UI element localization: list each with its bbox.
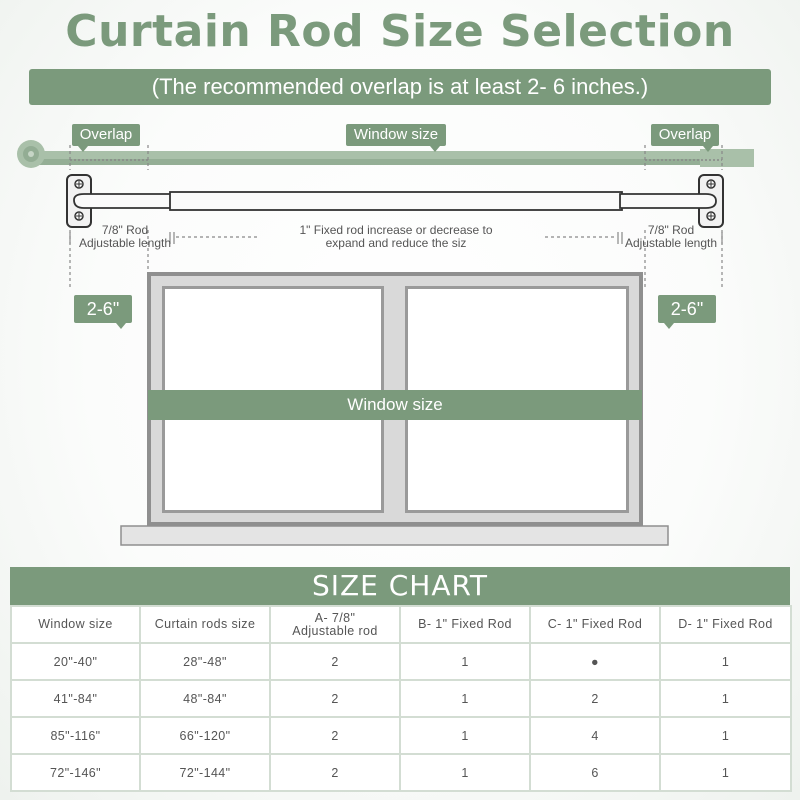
table-cell: 2	[270, 680, 400, 717]
table-cell: 1	[400, 754, 530, 791]
table-cell: 2	[270, 754, 400, 791]
table-row	[11, 680, 791, 717]
table-cell: 2	[270, 717, 400, 754]
table-cell: 4	[530, 717, 660, 754]
header-fixed-rod-c: C- 1" Fixed Rod	[530, 606, 660, 643]
table-row	[11, 754, 791, 791]
right-rod-label	[616, 224, 726, 250]
curtain-rod	[74, 192, 716, 210]
table-cell: 1	[400, 717, 530, 754]
right-rod-label-line2: Adjustable length	[624, 236, 718, 250]
right-overlap-range-tag: 2-6"	[658, 295, 716, 323]
fixed-rod-label	[260, 224, 532, 250]
overlap-left-tag: Overlap	[72, 124, 140, 146]
header-window-size: Window size	[11, 606, 140, 643]
header-fixed-rod-d: D- 1" Fixed Rod	[660, 606, 791, 643]
table-cell: 1	[660, 754, 791, 791]
table-cell: 2	[530, 680, 660, 717]
table-row	[11, 643, 791, 680]
overlap-right-tag: Overlap	[651, 124, 719, 146]
table-cell: 28"-48"	[140, 643, 270, 680]
header-curtain-rods-size: Curtain rods size	[140, 606, 270, 643]
table-cell: 1	[400, 680, 530, 717]
page-title: Curtain Rod Size Selection	[65, 6, 735, 57]
size-chart-table	[10, 605, 792, 792]
table-header-row	[11, 606, 791, 643]
left-rod-label-line2: Adjustable length	[78, 236, 172, 250]
table-cell: 72"-146"	[11, 754, 140, 791]
measurement-guides	[70, 145, 722, 290]
fixed-rod-label-line1: 1" Fixed rod increase or decrease to	[299, 223, 493, 237]
table-cell: 72"-144"	[140, 754, 270, 791]
table-cell: 1	[660, 717, 791, 754]
table-cell: 1	[660, 680, 791, 717]
window-size-band: Window size	[148, 390, 642, 420]
table-cell: 48"-84"	[140, 680, 270, 717]
table-cell: 6	[530, 754, 660, 791]
table-cell: ●	[530, 643, 660, 680]
left-rod-label-line1: 7/8" Rod	[101, 223, 149, 237]
header-fixed-rod-b: B- 1" Fixed Rod	[400, 606, 530, 643]
left-rod-label	[70, 224, 180, 250]
table-cell: 20"-40"	[11, 643, 140, 680]
fixed-rod-label-line2: expand and reduce the siz	[325, 236, 467, 250]
table-cell: 85"-116"	[11, 717, 140, 754]
right-rod-label-line1: 7/8" Rod	[647, 223, 695, 237]
table-cell: 1	[400, 643, 530, 680]
left-overlap-range-tag: 2-6"	[74, 295, 132, 323]
table-cell: 1	[660, 643, 791, 680]
table-cell: 2	[270, 643, 400, 680]
table-cell: 66"-120"	[140, 717, 270, 754]
overlap-recommendation-banner: (The recommended overlap is at least 2- 6 inches.)	[29, 69, 771, 105]
window-size-top-tag: Window size	[346, 124, 446, 146]
header-adjustable-rod: A- 7/8" Adjustable rod	[270, 606, 400, 643]
size-chart-title: SIZE CHART	[10, 567, 790, 605]
table-cell: 41"-84"	[11, 680, 140, 717]
table-row	[11, 717, 791, 754]
